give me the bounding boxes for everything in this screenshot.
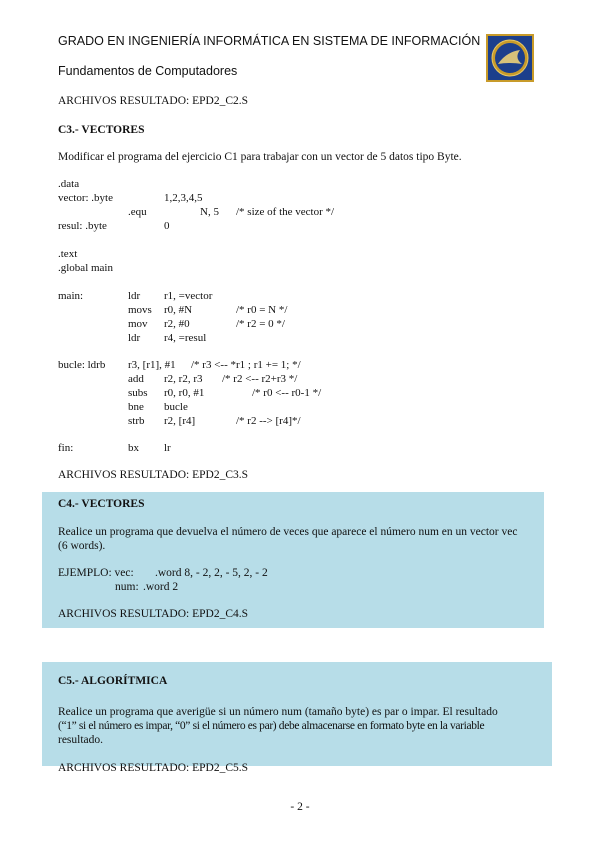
code-args: r0, #N xyxy=(164,304,193,316)
code-global-directive: .global main xyxy=(58,262,113,274)
code-comment: /* r2 --> [r4]*/ xyxy=(236,415,301,427)
code-vector-label: vector: .byte xyxy=(58,192,113,204)
code-args: r2, [r4] xyxy=(164,415,196,427)
code-bucle-label: bucle: ldrb xyxy=(58,359,106,371)
code-op: bne xyxy=(128,401,144,413)
code-fin-label: fin: xyxy=(58,442,74,454)
c4-example-num: .word 2 xyxy=(143,581,179,593)
code-bucle-first-args: r3, [r1], #1 xyxy=(128,359,176,371)
code-args: r2, r2, r3 xyxy=(164,373,203,385)
c3-title: C3.- VECTORES xyxy=(58,124,145,136)
code-bucle-first-comment: /* r3 <-- *r1 ; r1 += 1; */ xyxy=(191,359,301,371)
code-op: strb xyxy=(128,415,145,427)
code-main-label: main: xyxy=(58,290,84,302)
university-seal-icon xyxy=(486,34,534,82)
code-op: mov xyxy=(128,318,148,330)
page-number: - 2 - xyxy=(290,801,310,813)
header-course: Fundamentos de Computadores xyxy=(58,64,238,78)
c4-example-num-label: num: xyxy=(115,581,139,593)
code-equ: .equ xyxy=(128,206,147,218)
code-op: ldr xyxy=(128,290,141,302)
c5-title: C5.- ALGORÍTMICA xyxy=(58,675,168,687)
c3-description: Modificar el programa del ejercicio C1 para trabajar con un vector de 5 datos tipo Byte. xyxy=(58,151,462,163)
code-op: movs xyxy=(128,304,152,316)
code-args: r2, #0 xyxy=(164,318,190,330)
c5-description-line3: resultado. xyxy=(58,734,104,746)
code-equ-comment: /* size of the vector */ xyxy=(236,206,335,218)
code-op: subs xyxy=(128,387,148,399)
code-args: r1, =vector xyxy=(164,290,213,302)
c4-description-line1: Realice un programa que devuelva el número de veces que aparece el número num en un vector vec xyxy=(58,526,518,538)
code-fin-op: bx xyxy=(128,442,139,454)
code-comment: /* r2 <-- r2+r3 */ xyxy=(222,373,298,385)
header-degree: GRADO EN INGENIERÍA INFORMÁTICA EN SISTEMA DE INFORMACIÓN xyxy=(58,34,481,48)
code-resul-value: 0 xyxy=(164,220,170,232)
code-vector-values: 1,2,3,4,5 xyxy=(164,192,203,204)
code-args: r0, r0, #1 xyxy=(164,387,205,399)
code-comment: /* r0 = N */ xyxy=(236,304,288,316)
c5-result: ARCHIVOS RESULTADO: EPD2_C5.S xyxy=(58,762,249,774)
c2-result: ARCHIVOS RESULTADO: EPD2_C2.S xyxy=(58,95,249,107)
code-op: add xyxy=(128,373,144,385)
c4-result: ARCHIVOS RESULTADO: EPD2_C4.S xyxy=(58,608,249,620)
c4-description-line2: (6 words). xyxy=(58,540,106,552)
code-data-directive: .data xyxy=(58,178,80,190)
c3-result: ARCHIVOS RESULTADO: EPD2_C3.S xyxy=(58,469,249,481)
code-resul-label: resul: .byte xyxy=(58,220,107,232)
code-equ-args: N, 5 xyxy=(200,206,219,218)
code-args: bucle xyxy=(164,401,188,413)
code-comment: /* r0 <-- r0-1 */ xyxy=(252,387,322,399)
c5-description-line2: (“1” si el número es impar, “0” si el número es par) debe almacenarse en formato byte en la variable xyxy=(58,720,485,732)
code-args: r4, =resul xyxy=(164,332,207,344)
c4-title: C4.- VECTORES xyxy=(58,498,145,510)
code-op: ldr xyxy=(128,332,141,344)
code-text-directive: .text xyxy=(58,248,78,260)
c4-example-label: EJEMPLO: vec: xyxy=(58,567,134,579)
code-comment: /* r2 = 0 */ xyxy=(236,318,285,330)
c5-description-line1: Realice un programa que averigüe si un número num (tamaño byte) es par o impar. El resultado xyxy=(58,706,498,718)
c4-example-vec: .word 8, - 2, 2, - 5, 2, - 2 xyxy=(155,567,268,579)
code-fin-args: lr xyxy=(164,442,171,454)
